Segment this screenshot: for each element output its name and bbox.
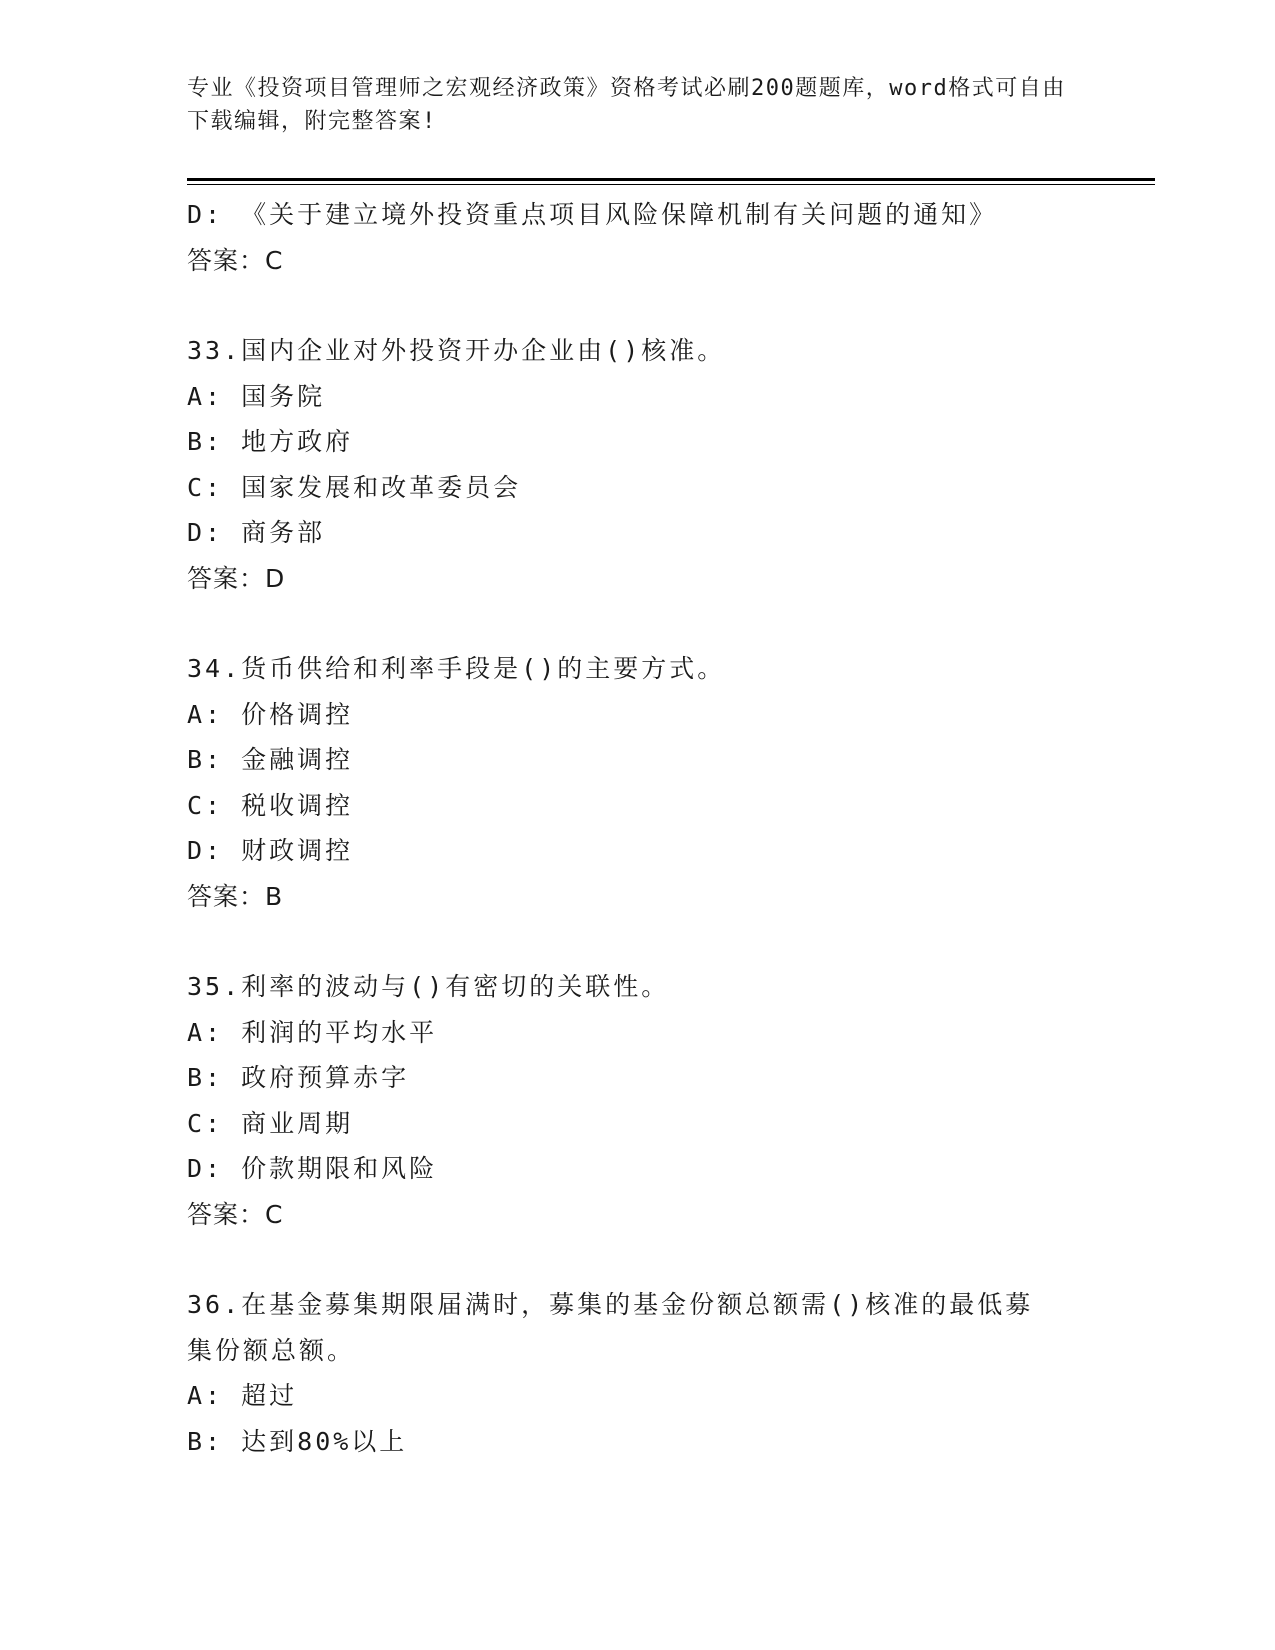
question-stem: 35.利率的波动与()有密切的关联性。 xyxy=(187,972,670,1001)
spacer xyxy=(187,601,1087,646)
option-c: C: 税收调控 xyxy=(187,790,354,820)
document-header-text: 专业《投资项目管理师之宏观经济政策》资格考试必刷200题题库，word格式可自由下载编辑，附完整答案! xyxy=(187,76,1066,134)
header-divider-thick xyxy=(187,178,1155,181)
question-list xyxy=(187,192,1087,1464)
question-block-35 xyxy=(187,964,1087,1237)
carryover-option-d: D: 《关于建立境外投资重点项目风险保障机制有关问题的通知》 xyxy=(187,200,998,229)
option-b: B: 政府预算赤字 xyxy=(187,1063,410,1092)
option-a: A: 超过 xyxy=(187,1381,298,1410)
option-a: A: 价格调控 xyxy=(187,699,354,729)
carryover-answer: 答案：C xyxy=(187,245,284,275)
question-stem: 34.货币供给和利率手段是()的主要方式。 xyxy=(187,654,726,683)
option-c: C: 国家发展和改革委员会 xyxy=(187,472,522,502)
option-d: D: 价款期限和风险 xyxy=(187,1154,438,1183)
answer-line: 答案：B xyxy=(187,881,284,911)
question-block-33 xyxy=(187,328,1087,601)
option-b: B: 达到80%以上 xyxy=(187,1426,408,1456)
option-a: A: 国务院 xyxy=(187,381,326,411)
question-stem: 33.国内企业对外投资开办企业由()核准。 xyxy=(187,336,726,365)
option-d: D: 商务部 xyxy=(187,518,326,547)
question-block-34 xyxy=(187,646,1087,919)
spacer xyxy=(187,283,1087,328)
option-c: C: 商业周期 xyxy=(187,1108,354,1138)
option-b: B: 金融调控 xyxy=(187,745,354,774)
answer-line: 答案：D xyxy=(187,563,286,593)
option-b: B: 地方政府 xyxy=(187,427,354,456)
question-block-36 xyxy=(187,1282,1087,1464)
option-d: D: 财政调控 xyxy=(187,836,354,865)
spacer xyxy=(187,919,1087,964)
option-a: A: 利润的平均水平 xyxy=(187,1017,438,1047)
answer-line: 答案：C xyxy=(187,1199,284,1229)
spacer xyxy=(187,1237,1087,1282)
header-divider-thin xyxy=(187,184,1155,185)
question-stem: 36.在基金募集期限届满时，募集的基金份额总额需()核准的最低募集份额总额。 xyxy=(187,1290,1034,1365)
